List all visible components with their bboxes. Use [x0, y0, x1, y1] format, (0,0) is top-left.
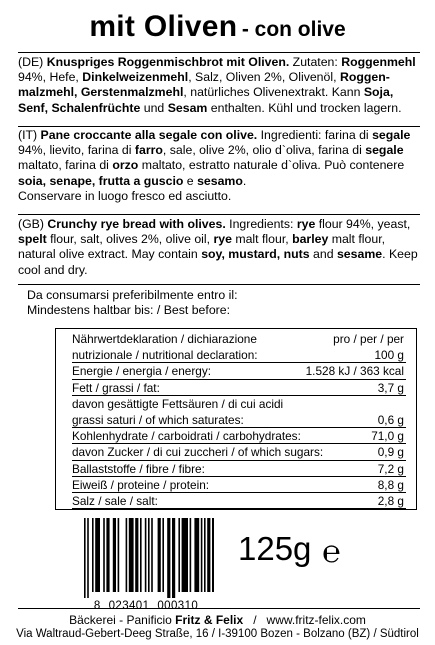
allergen: Dinkelweizenmehl: [82, 70, 189, 85]
barcode: [82, 518, 214, 598]
text: maltato, farina di: [18, 158, 113, 173]
barcode-bar: [204, 518, 206, 592]
nutrition-label: davon Zucker / di cui zuccheri / of which sugars:: [72, 445, 324, 460]
barcode-bar: [162, 518, 164, 592]
nutrition-row: [56, 493, 416, 509]
barcode-bar: [190, 518, 192, 592]
nutrition-row: [56, 396, 416, 412]
allergen: Soja, Senf, Schalenfrüchte: [18, 85, 394, 115]
estimated-sign-icon: ℮: [322, 534, 341, 569]
product-name-it: Pane croccante alla segale con olive.: [40, 128, 258, 142]
text: enthalten. Kühl und trocken lagern.: [207, 100, 402, 115]
nutrition-value: 100 g: [374, 348, 404, 363]
text: flour, salt, olives 2%, olive oil,: [46, 232, 214, 247]
nutrition-label: Energie / energia / energy:: [72, 364, 212, 379]
allergen: rye: [213, 232, 232, 247]
barcode-bar: [167, 518, 170, 598]
barcode-digits-right: 000310: [157, 600, 199, 612]
barcode-bar: [194, 518, 199, 592]
text: and: [309, 247, 337, 262]
text: , sale, olive 2%, olio d`oliva, farina di: [162, 143, 366, 158]
nutrition-value: 1.528 kJ / 363 kcal: [305, 364, 404, 379]
allergen: Roggenmehl: [341, 55, 416, 69]
footer-bakery-name: Fritz & Felix: [175, 613, 244, 627]
nutrition-value: 3,7 g: [377, 380, 404, 395]
nutrition-label: Ballaststoffe / fibre / fibre:: [72, 461, 205, 476]
lang-prefix-it: (IT): [18, 128, 41, 142]
text: , natürliches Olivenextrakt. Kann: [183, 85, 364, 100]
text: . Keep cool and dry.: [18, 247, 418, 277]
nutrition-label: davon gesättigte Fettsäuren / di cui acidi: [72, 396, 284, 411]
nutrition-row: [56, 444, 416, 460]
nutrition-header-value: pro / per / per: [333, 332, 404, 346]
product-name-de: Knuspriges Roggenmischbrot mit Oliven.: [46, 55, 290, 69]
divider-gb-best: [18, 284, 420, 285]
best-before-line2: Mindestens haltbar bis: / Best before:: [27, 303, 231, 317]
allergen: rye: [296, 217, 316, 231]
nutrition-rows: [56, 347, 416, 509]
nutrition-value: 0,6 g: [377, 412, 404, 427]
nutrition-table: [55, 328, 417, 510]
text: Ingredienti: farina di: [257, 128, 373, 142]
barcode-bar: [207, 518, 210, 592]
ingredients-it: [18, 128, 420, 204]
nutrition-row: [56, 363, 416, 379]
nutrition-value: 0,9 g: [377, 445, 404, 460]
barcode-bar: [201, 518, 203, 592]
text: malt flour,: [231, 232, 293, 247]
barcode-bar: [178, 518, 180, 592]
barcode-bar: [129, 518, 134, 592]
nutrition-row: [56, 347, 416, 363]
footer-website: / www.fritz-felix.com: [243, 613, 366, 627]
barcode-digit-prefix: 8: [93, 600, 101, 612]
net-weight: 125g: [238, 530, 312, 567]
nutrition-row: [56, 428, 416, 444]
best-before-line1: Da consumarsi preferibilmente entro il:: [27, 288, 238, 302]
footer-address: Via Waltraud-Gebert-Deeg Straße, 16 / I-39100 Bozen - Bolzano (BZ) / Südtirol: [16, 628, 419, 640]
barcode-bar: [92, 518, 94, 592]
barcode-number: [66, 600, 226, 612]
text: maltato, estratto naturale d`oliva. Può contenere: [138, 158, 405, 173]
nutrition-value: 8,8 g: [377, 477, 404, 492]
nutrition-label: Eiweiß / proteine / protein:: [72, 477, 210, 492]
text: flour 94%, yeast,: [315, 217, 411, 231]
nutrition-header: [56, 331, 416, 347]
ingredients-gb: [18, 217, 420, 278]
barcode-bar: [148, 518, 150, 592]
text: .: [242, 173, 247, 188]
barcode-bar: [182, 518, 188, 592]
product-name-gb: Crunchy rye bread with olives.: [47, 217, 226, 231]
text: malt flour, natural olive extract. May contain: [18, 232, 386, 262]
allergen: barley: [292, 232, 329, 247]
title-main: mit Oliven: [89, 10, 238, 43]
barcode-bar: [118, 518, 120, 592]
allergen: soy, mustard, nuts: [201, 247, 310, 262]
barcode-bar: [151, 518, 153, 592]
storage-it: Conservare in luogo fresco ed asciutto.: [18, 188, 232, 203]
nutrition-label: Fett / grassi / fat:: [72, 380, 160, 395]
lang-prefix-gb: (GB): [18, 217, 48, 231]
nutrition-label: nutrizionale / nutritional declaration:: [72, 348, 258, 363]
divider-it-gb: [18, 214, 420, 215]
nutrition-header-label: Nährwertdeklaration / dichiarazione: [72, 332, 257, 346]
nutrition-row: [56, 412, 416, 428]
allergen: soia, senape, frutta a guscio: [18, 173, 184, 188]
allergen: Roggen-malzmehl, Gerstenmalzmehl: [18, 70, 390, 100]
allergen: orzo: [112, 158, 139, 173]
barcode-digits-left: 023401: [108, 600, 150, 612]
product-title: [0, 10, 435, 44]
text: Ingredients:: [225, 217, 297, 231]
title-sub: - con olive: [241, 18, 346, 41]
allergen: sesame: [336, 247, 383, 262]
nutrition-label: Kohlenhydrate / carboidrati / carbohydrates:: [72, 429, 301, 444]
nutrition-value: 71,0 g: [371, 429, 404, 444]
barcode-bar: [126, 518, 128, 592]
nutrition-label: Salz / sale / salt:: [72, 493, 158, 508]
footer-bakery-type: Bäckerei - Panificio: [69, 613, 176, 627]
text: 94%, Hefe,: [18, 70, 83, 85]
nutrition-value: 2,8 g: [377, 493, 404, 508]
ingredients-de: [18, 55, 420, 116]
text: 94%, lievito, farina di: [18, 143, 135, 158]
text: und: [140, 100, 168, 115]
text: e: [183, 173, 198, 188]
allergen: sesamo: [197, 173, 243, 188]
allergen: farro: [134, 143, 163, 158]
barcode-bar: [113, 518, 116, 592]
barcode-bar: [135, 518, 138, 592]
lang-prefix-de: (DE): [18, 55, 47, 69]
barcode-bar: [106, 518, 109, 592]
nutrition-row: [56, 477, 416, 493]
divider-top: [18, 52, 420, 53]
text: , Salz, Oliven 2%, Olivenöl,: [188, 70, 340, 85]
barcode-bar: [140, 518, 142, 592]
barcode-bar: [103, 518, 105, 592]
barcode-bar: [212, 518, 214, 592]
barcode-bar: [172, 518, 175, 598]
allergen: spelt: [18, 232, 47, 247]
nutrition-row: [56, 380, 416, 396]
barcode-bar: [95, 518, 100, 592]
barcode-bar: [84, 518, 86, 598]
nutrition-row: [56, 461, 416, 477]
allergen: Sesam: [167, 100, 208, 115]
nutrition-label: grassi saturi / of which saturates:: [72, 412, 244, 427]
allergen: segale: [365, 143, 404, 158]
barcode-bar: [145, 518, 147, 592]
footer-bakery: [0, 613, 435, 627]
text: Zutaten:: [289, 55, 342, 69]
divider-de-it: [18, 126, 420, 127]
barcode-bar: [158, 518, 161, 592]
divider-footer: [18, 608, 420, 609]
allergen: segale: [372, 128, 411, 142]
barcode-bar: [87, 518, 89, 598]
nutrition-value: 7,2 g: [377, 461, 404, 476]
